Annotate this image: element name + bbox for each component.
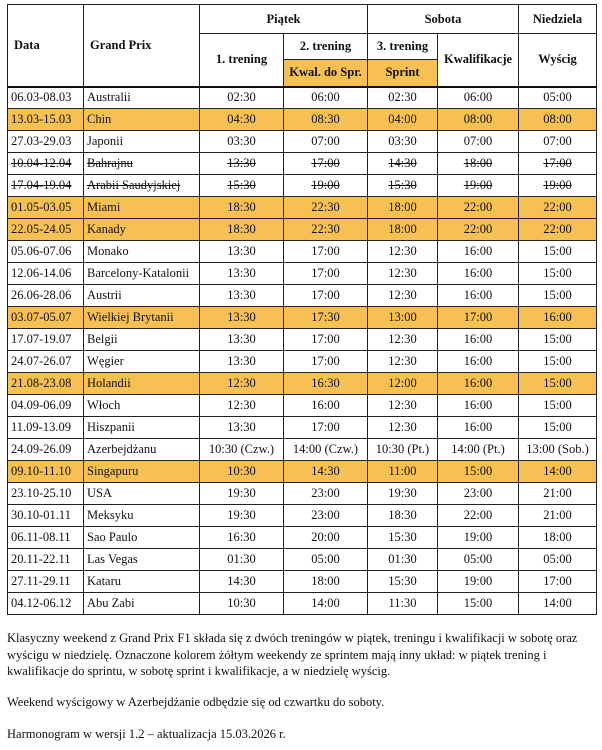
schedule-row (8, 87, 597, 109)
schedule-row (8, 461, 597, 483)
race-cell: 14:00 (519, 593, 597, 615)
practice-3-cell: 12:30 (368, 351, 438, 373)
race-cell: 13:00 (Sob.) (519, 439, 597, 461)
schedule-row (8, 439, 597, 461)
grand-prix-cell: Abu Zabi (84, 593, 200, 615)
practice-1-cell: 16:30 (200, 527, 284, 549)
practice-3-cell: 18:30 (368, 505, 438, 527)
qualifying-cell: 19:00 (438, 571, 519, 593)
practice-2-cell: 22:30 (284, 197, 368, 219)
practice-2-cell: 14:30 (284, 461, 368, 483)
practice-3-cell: 12:30 (368, 241, 438, 263)
date-cell: 01.05-03.05 (8, 197, 84, 219)
header-date: Data (8, 5, 84, 87)
qualifying-cell: 22:00 (438, 197, 519, 219)
schedule-row (8, 241, 597, 263)
practice-2-cell: 17:00 (284, 351, 368, 373)
race-cell: 22:00 (519, 219, 597, 241)
date-cell: 27.03-29.03 (8, 131, 84, 153)
qualifying-cell: 16:00 (438, 395, 519, 417)
practice-2-cell: 14:00 (284, 593, 368, 615)
qualifying-cell: 23:00 (438, 483, 519, 505)
race-cell: 21:00 (519, 483, 597, 505)
grand-prix-cell: Bahrajnu (84, 153, 200, 175)
practice-2-cell: 22:30 (284, 219, 368, 241)
date-cell: 30.10-01.11 (8, 505, 84, 527)
practice-1-cell: 19:30 (200, 483, 284, 505)
grand-prix-cell: Hiszpanii (84, 417, 200, 439)
header-saturday: Sobota (368, 5, 519, 34)
practice-3-cell: 12:30 (368, 263, 438, 285)
practice-3-cell: 11:00 (368, 461, 438, 483)
grand-prix-cell: Sao Paulo (84, 527, 200, 549)
practice-3-cell: 04:00 (368, 109, 438, 131)
grand-prix-cell: Miami (84, 197, 200, 219)
qualifying-cell: 19:00 (438, 527, 519, 549)
race-cell: 18:00 (519, 527, 597, 549)
race-cell: 15:00 (519, 263, 597, 285)
practice-3-cell: 12:30 (368, 417, 438, 439)
date-cell: 05.06-07.06 (8, 241, 84, 263)
qualifying-cell: 16:00 (438, 241, 519, 263)
date-cell: 27.11-29.11 (8, 571, 84, 593)
schedule-row (8, 373, 597, 395)
qualifying-cell: 15:00 (438, 461, 519, 483)
header-practice-1: 1. trening (200, 34, 284, 87)
schedule-row (8, 109, 597, 131)
schedule-row (8, 131, 597, 153)
practice-1-cell: 12:30 (200, 395, 284, 417)
practice-1-cell: 13:30 (200, 417, 284, 439)
date-cell: 23.10-25.10 (8, 483, 84, 505)
grand-prix-cell: Monako (84, 241, 200, 263)
date-cell: 21.08-23.08 (8, 373, 84, 395)
practice-1-cell: 13:30 (200, 307, 284, 329)
practice-2-cell: 17:00 (284, 329, 368, 351)
race-cell: 05:00 (519, 549, 597, 571)
qualifying-cell: 22:00 (438, 505, 519, 527)
qualifying-cell: 14:00 (Pt.) (438, 439, 519, 461)
qualifying-cell: 16:00 (438, 285, 519, 307)
qualifying-cell: 16:00 (438, 263, 519, 285)
qualifying-cell: 16:00 (438, 373, 519, 395)
practice-3-cell: 02:30 (368, 87, 438, 109)
qualifying-cell: 19:00 (438, 175, 519, 197)
format-description: Klasyczny weekend z Grand Prix F1 składa się z dwóch treningów w piątek, treningu i kwalifikacji w sobotę oraz wyścigu w niedzielę. Oznaczone kolorem żółtym weekendy ze sprintem mają inny układ: w piątek trening i kwalifikacje do sprintu, w sobotę sprint i kwalifikacje, a w niedzielę wyścig. (7, 631, 578, 678)
race-cell: 15:00 (519, 329, 597, 351)
header-sprint-qualifying: Kwal. do Spr. (284, 60, 368, 87)
qualifying-cell: 16:00 (438, 329, 519, 351)
race-cell: 15:00 (519, 285, 597, 307)
schedule-row (8, 571, 597, 593)
practice-1-cell: 04:30 (200, 109, 284, 131)
practice-2-cell: 17:30 (284, 307, 368, 329)
qualifying-cell: 15:00 (438, 593, 519, 615)
practice-3-cell: 12:00 (368, 373, 438, 395)
practice-1-cell: 18:30 (200, 197, 284, 219)
practice-2-cell: 17:00 (284, 285, 368, 307)
azerbaijan-note: Weekend wyścigowy w Azerbejdżanie odbędzie się od czwartku do soboty. (7, 694, 385, 709)
practice-1-cell: 14:30 (200, 571, 284, 593)
practice-2-cell: 17:00 (284, 417, 368, 439)
header-qualifying: Kwalifikacje (438, 34, 519, 87)
race-cell: 17:00 (519, 153, 597, 175)
date-cell: 13.03-15.03 (8, 109, 84, 131)
date-cell: 03.07-05.07 (8, 307, 84, 329)
practice-3-cell: 18:00 (368, 219, 438, 241)
schedule-body (8, 87, 597, 615)
race-cell: 05:00 (519, 87, 597, 109)
grand-prix-cell: Japonii (84, 131, 200, 153)
grand-prix-cell: Meksyku (84, 505, 200, 527)
header-sunday: Niedziela (519, 5, 597, 34)
practice-3-cell: 11:30 (368, 593, 438, 615)
practice-2-cell: 16:00 (284, 395, 368, 417)
practice-1-cell: 10:30 (200, 461, 284, 483)
qualifying-cell: 18:00 (438, 153, 519, 175)
date-cell: 04.12-06.12 (8, 593, 84, 615)
grand-prix-cell: Włoch (84, 395, 200, 417)
practice-1-cell: 02:30 (200, 87, 284, 109)
schedule-row (8, 175, 597, 197)
date-cell: 11.09-13.09 (8, 417, 84, 439)
race-cell: 15:00 (519, 351, 597, 373)
header-grand-prix: Grand Prix (84, 5, 200, 87)
race-cell: 07:00 (519, 131, 597, 153)
practice-2-cell: 17:00 (284, 153, 368, 175)
race-cell: 15:00 (519, 241, 597, 263)
schedule-row (8, 417, 597, 439)
schedule-row (8, 395, 597, 417)
practice-1-cell: 13:30 (200, 153, 284, 175)
race-cell: 15:00 (519, 373, 597, 395)
schedule-row (8, 527, 597, 549)
header-practice-3: 3. trening (368, 34, 438, 60)
date-cell: 06.03-08.03 (8, 87, 84, 109)
practice-3-cell: 12:30 (368, 285, 438, 307)
race-cell: 08:00 (519, 109, 597, 131)
date-cell: 04.09-06.09 (8, 395, 84, 417)
practice-3-cell: 15:30 (368, 571, 438, 593)
qualifying-cell: 17:00 (438, 307, 519, 329)
grand-prix-cell: Azerbejdżanu (84, 439, 200, 461)
practice-1-cell: 18:30 (200, 219, 284, 241)
practice-2-cell: 17:00 (284, 263, 368, 285)
date-cell: 17.07-19.07 (8, 329, 84, 351)
date-cell: 06.11-08.11 (8, 527, 84, 549)
date-cell: 24.07-26.07 (8, 351, 84, 373)
race-cell: 15:00 (519, 417, 597, 439)
practice-1-cell: 10:30 (Czw.) (200, 439, 284, 461)
practice-2-cell: 18:00 (284, 571, 368, 593)
schedule-row (8, 505, 597, 527)
schedule-row (8, 219, 597, 241)
schedule-row (8, 329, 597, 351)
schedule-table (7, 4, 597, 615)
practice-3-cell: 12:30 (368, 329, 438, 351)
grand-prix-cell: Arabii Saudyjskiej (84, 175, 200, 197)
practice-2-cell: 14:00 (Czw.) (284, 439, 368, 461)
grand-prix-cell: Kanady (84, 219, 200, 241)
grand-prix-cell: Austrii (84, 285, 200, 307)
grand-prix-cell: USA (84, 483, 200, 505)
practice-3-cell: 19:30 (368, 483, 438, 505)
race-cell: 16:00 (519, 307, 597, 329)
notes-section (7, 630, 597, 743)
date-cell: 24.09-26.09 (8, 439, 84, 461)
date-cell: 20.11-22.11 (8, 549, 84, 571)
schedule-row (8, 549, 597, 571)
practice-1-cell: 13:30 (200, 351, 284, 373)
practice-1-cell: 15:30 (200, 175, 284, 197)
grand-prix-cell: Belgii (84, 329, 200, 351)
header-friday: Piątek (200, 5, 368, 34)
schedule-row (8, 593, 597, 615)
practice-3-cell: 01:30 (368, 549, 438, 571)
practice-3-cell: 10:30 (Pt.) (368, 439, 438, 461)
practice-2-cell: 07:00 (284, 131, 368, 153)
version-note: Harmonogram w wersji 1.2 – aktualizacja 15.03.2026 r. (7, 727, 286, 741)
header-sprint: Sprint (368, 60, 438, 87)
practice-2-cell: 23:00 (284, 505, 368, 527)
practice-2-cell: 05:00 (284, 549, 368, 571)
grand-prix-cell: Australii (84, 87, 200, 109)
schedule-row (8, 197, 597, 219)
race-cell: 19:00 (519, 175, 597, 197)
practice-3-cell: 15:30 (368, 527, 438, 549)
date-cell: 09.10-11.10 (8, 461, 84, 483)
practice-1-cell: 03:30 (200, 131, 284, 153)
practice-1-cell: 13:30 (200, 241, 284, 263)
grand-prix-cell: Kataru (84, 571, 200, 593)
practice-1-cell: 19:30 (200, 505, 284, 527)
practice-1-cell: 13:30 (200, 329, 284, 351)
race-cell: 22:00 (519, 197, 597, 219)
practice-3-cell: 15:30 (368, 175, 438, 197)
grand-prix-cell: Barcelony-Katalonii (84, 263, 200, 285)
schedule-row (8, 483, 597, 505)
grand-prix-cell: Holandii (84, 373, 200, 395)
date-cell: 10.04-12.04 (8, 153, 84, 175)
practice-3-cell: 12:30 (368, 395, 438, 417)
header-practice-2: 2. trening (284, 34, 368, 60)
date-cell: 17.04-19.04 (8, 175, 84, 197)
date-cell: 22.05-24.05 (8, 219, 84, 241)
practice-2-cell: 20:00 (284, 527, 368, 549)
practice-2-cell: 19:00 (284, 175, 368, 197)
race-cell: 21:00 (519, 505, 597, 527)
qualifying-cell: 05:00 (438, 549, 519, 571)
grand-prix-cell: Wielkiej Brytanii (84, 307, 200, 329)
schedule-row (8, 351, 597, 373)
race-cell: 17:00 (519, 571, 597, 593)
qualifying-cell: 16:00 (438, 417, 519, 439)
schedule-row (8, 285, 597, 307)
qualifying-cell: 16:00 (438, 351, 519, 373)
practice-1-cell: 13:30 (200, 285, 284, 307)
schedule-row (8, 153, 597, 175)
practice-1-cell: 12:30 (200, 373, 284, 395)
race-cell: 14:00 (519, 461, 597, 483)
grand-prix-cell: Las Vegas (84, 549, 200, 571)
date-cell: 26.06-28.06 (8, 285, 84, 307)
header-race: Wyścig (519, 34, 597, 87)
practice-3-cell: 13:00 (368, 307, 438, 329)
grand-prix-cell: Chin (84, 109, 200, 131)
practice-2-cell: 23:00 (284, 483, 368, 505)
practice-3-cell: 18:00 (368, 197, 438, 219)
qualifying-cell: 06:00 (438, 87, 519, 109)
schedule-row (8, 307, 597, 329)
date-cell: 12.06-14.06 (8, 263, 84, 285)
practice-2-cell: 06:00 (284, 87, 368, 109)
qualifying-cell: 08:00 (438, 109, 519, 131)
practice-3-cell: 14:30 (368, 153, 438, 175)
practice-2-cell: 17:00 (284, 241, 368, 263)
grand-prix-cell: Singapuru (84, 461, 200, 483)
practice-1-cell: 10:30 (200, 593, 284, 615)
qualifying-cell: 07:00 (438, 131, 519, 153)
practice-3-cell: 03:30 (368, 131, 438, 153)
race-cell: 15:00 (519, 395, 597, 417)
practice-2-cell: 08:30 (284, 109, 368, 131)
schedule-row (8, 263, 597, 285)
practice-1-cell: 13:30 (200, 263, 284, 285)
practice-1-cell: 01:30 (200, 549, 284, 571)
grand-prix-cell: Węgier (84, 351, 200, 373)
qualifying-cell: 22:00 (438, 219, 519, 241)
practice-2-cell: 16:30 (284, 373, 368, 395)
